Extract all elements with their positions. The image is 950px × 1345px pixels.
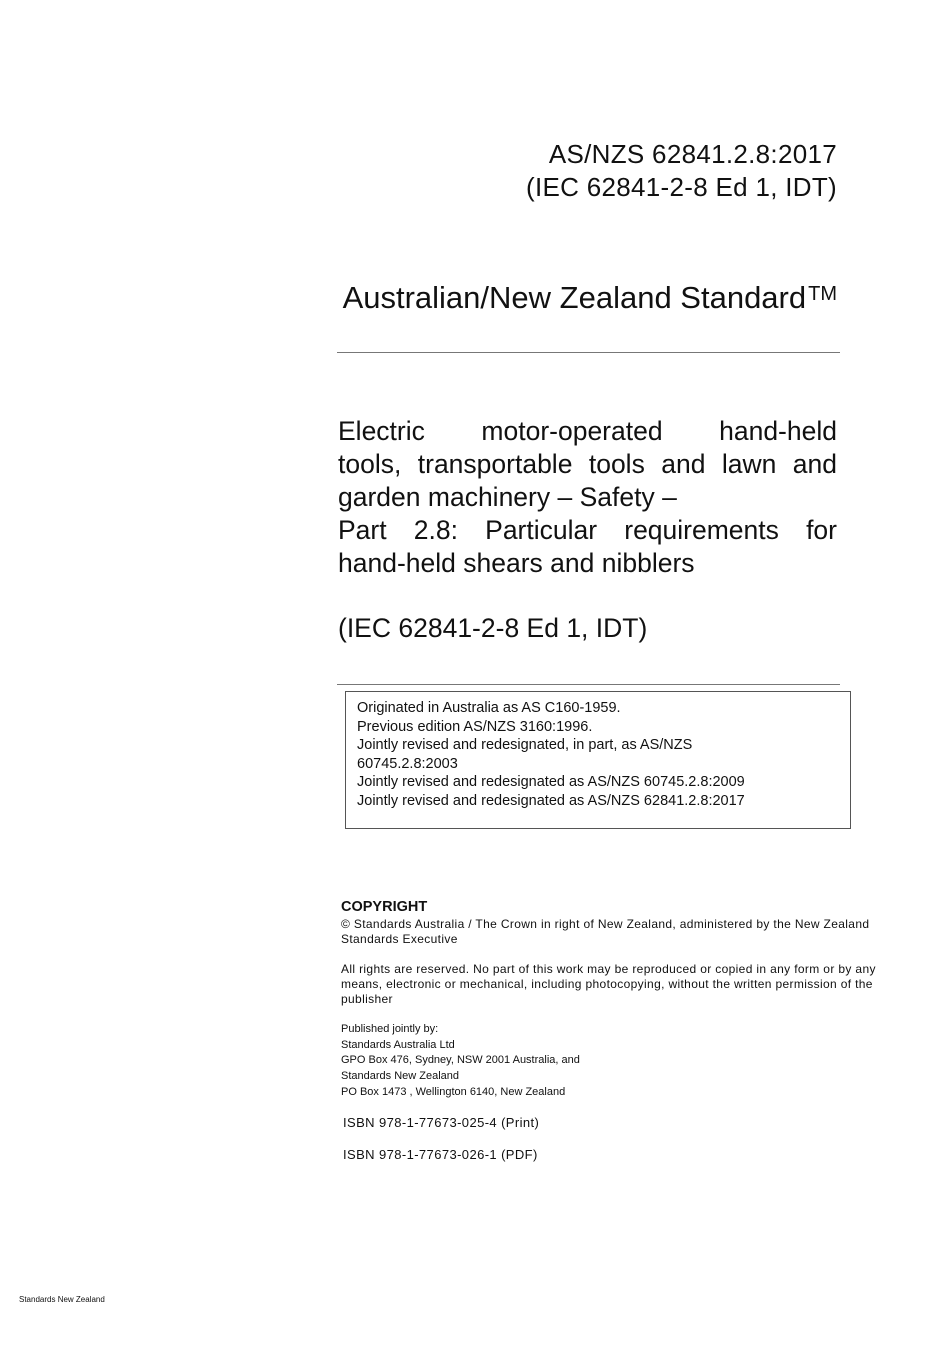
publisher-line: GPO Box 476, Sydney, NSW 2001 Australia, and bbox=[341, 1054, 580, 1067]
rights-statement: All rights are reserved. No part of this work may be reproduced or copied in any form or by any means, electronic or mechanical, including photocopying, without the written permission of the publisher bbox=[341, 962, 876, 1006]
standard-number-block bbox=[526, 138, 837, 204]
iec-equivalence: (IEC 62841-2-8 Ed 1, IDT) bbox=[526, 172, 837, 202]
publisher-block bbox=[341, 1022, 580, 1101]
title-line: garden machinery – Safety – bbox=[338, 482, 677, 512]
copyright-owner: © Standards Australia / The Crown in right of New Zealand, administered by the New Zealand Standards Executive bbox=[341, 917, 870, 946]
publisher-line: PO Box 1473 , Wellington 6140, New Zealand bbox=[341, 1085, 566, 1098]
isbn-print: ISBN 978-1-77673-025-4 (Print) bbox=[343, 1115, 540, 1130]
history-line: Jointly revised and redesignated as AS/NZS 60745.2.8:2009 bbox=[357, 774, 745, 790]
history-line: Jointly revised and redesignated, in part, as AS/NZS bbox=[357, 737, 693, 753]
copyright-heading: COPYRIGHT bbox=[341, 899, 428, 915]
title-line: tools, transportable tools and lawn and bbox=[338, 449, 837, 479]
title-line: hand-held shears and nibblers bbox=[338, 548, 695, 578]
history-line: 60745.2.8:2003 bbox=[357, 755, 458, 772]
iec-reference: (IEC 62841-2-8 Ed 1, IDT) bbox=[338, 613, 648, 643]
isbn-pdf: ISBN 978-1-77673-026-1 (PDF) bbox=[343, 1147, 538, 1162]
footer-publisher: Standards New Zealand bbox=[19, 1295, 105, 1304]
history-line: Originated in Australia as AS C160-1959. bbox=[357, 700, 621, 716]
document-title bbox=[338, 415, 837, 580]
divider-bottom bbox=[337, 684, 840, 685]
publisher-line: Published jointly by: bbox=[341, 1023, 439, 1035]
publisher-line: Standards Australia Ltd bbox=[341, 1038, 455, 1051]
standard-designation: AS/NZS 62841.2.8:2017 bbox=[548, 139, 837, 169]
publisher-line: Standards New Zealand bbox=[341, 1070, 460, 1083]
standard-type-label: Australian/New Zealand Standard bbox=[342, 280, 807, 315]
publication-history-box bbox=[345, 691, 851, 829]
divider-top bbox=[337, 352, 840, 353]
title-line: Part 2.8: Particular requirements for bbox=[338, 515, 837, 545]
trademark-symbol: TM bbox=[808, 283, 837, 305]
history-line: Jointly revised and redesignated as AS/NZS 62841.2.8:2017 bbox=[357, 792, 745, 809]
history-line: Previous edition AS/NZS 3160:1996. bbox=[357, 718, 593, 735]
title-line: Electric motor-operated hand-held bbox=[338, 416, 837, 446]
standard-type-heading bbox=[343, 280, 837, 316]
